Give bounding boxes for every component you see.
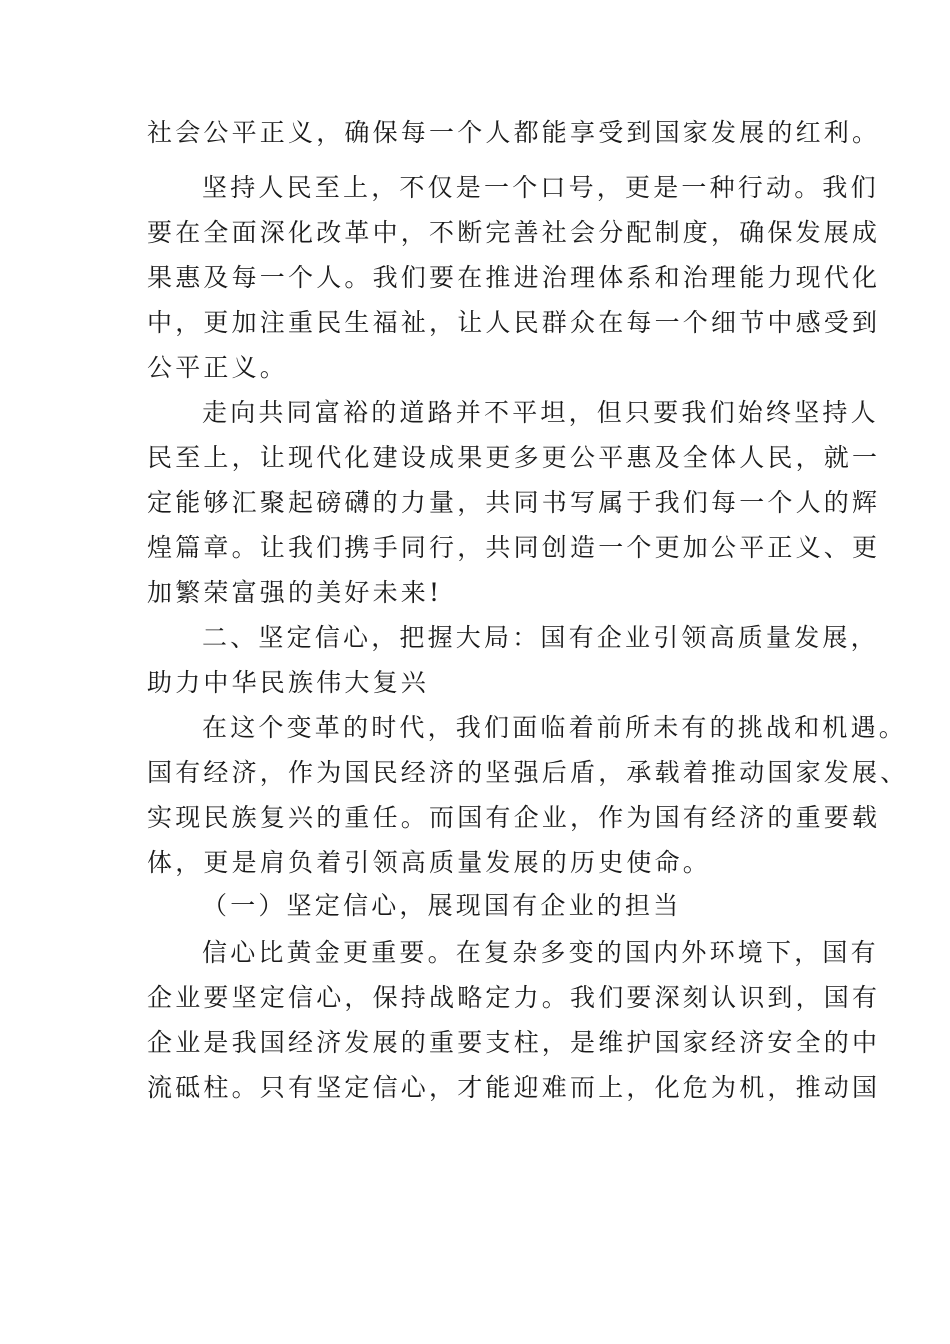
text-line: 煌篇章。让我们携手同行，共同创造一个更加公平正义、更	[147, 533, 881, 562]
text-line: 要在全面深化改革中，不断完善社会分配制度，确保发展成	[147, 218, 881, 247]
text-line: 公平正义。	[147, 353, 289, 382]
section-heading-continued: 助力中华民族伟大复兴	[147, 668, 430, 697]
text-line: 企业是我国经济发展的重要支柱，是维护国家经济安全的中	[147, 1028, 881, 1057]
text-line: 民至上，让现代化建设成果更多更公平惠及全体人民，就一	[147, 443, 881, 472]
paragraph-first-line: 在这个变革的时代，我们面临着前所未有的挑战和机遇。	[202, 713, 908, 742]
text-line: 定能够汇聚起磅礴的力量，共同书写属于我们每一个人的辉	[147, 488, 881, 517]
paragraph-first-line: 走向共同富裕的道路并不平坦，但只要我们始终坚持人	[202, 398, 879, 427]
text-line: 果惠及每一个人。我们要在推进治理体系和治理能力现代化	[147, 263, 881, 292]
paragraph-first-line: 信心比黄金更重要。在复杂多变的国内外环境下，国有	[202, 938, 879, 967]
text-line: 流砥柱。只有坚定信心，才能迎难而上，化危为机，推动国	[147, 1073, 881, 1102]
text-line: 社会公平正义，确保每一个人都能享受到国家发展的红利。	[147, 118, 881, 147]
text-line: 实现民族复兴的重任。而国有企业，作为国有经济的重要载	[147, 803, 881, 832]
text-line: 国有经济，作为国民经济的坚强后盾，承载着推动国家发展、	[147, 758, 909, 787]
text-line: 加繁荣富强的美好未来!	[147, 578, 443, 607]
text-line: 企业要坚定信心，保持战略定力。我们要深刻认识到，国有	[147, 983, 881, 1012]
text-line: 中，更加注重民生福祉，让人民群众在每一个细节中感受到	[147, 308, 881, 337]
paragraph-first-line: 坚持人民至上，不仅是一个口号，更是一种行动。我们	[202, 173, 879, 202]
text-line: 体，更是肩负着引领高质量发展的历史使命。	[147, 848, 712, 877]
subsection-heading: （一）坚定信心，展现国有企业的担当	[202, 891, 682, 920]
section-heading: 二、坚定信心，把握大局：国有企业引领高质量发展，	[202, 623, 879, 652]
